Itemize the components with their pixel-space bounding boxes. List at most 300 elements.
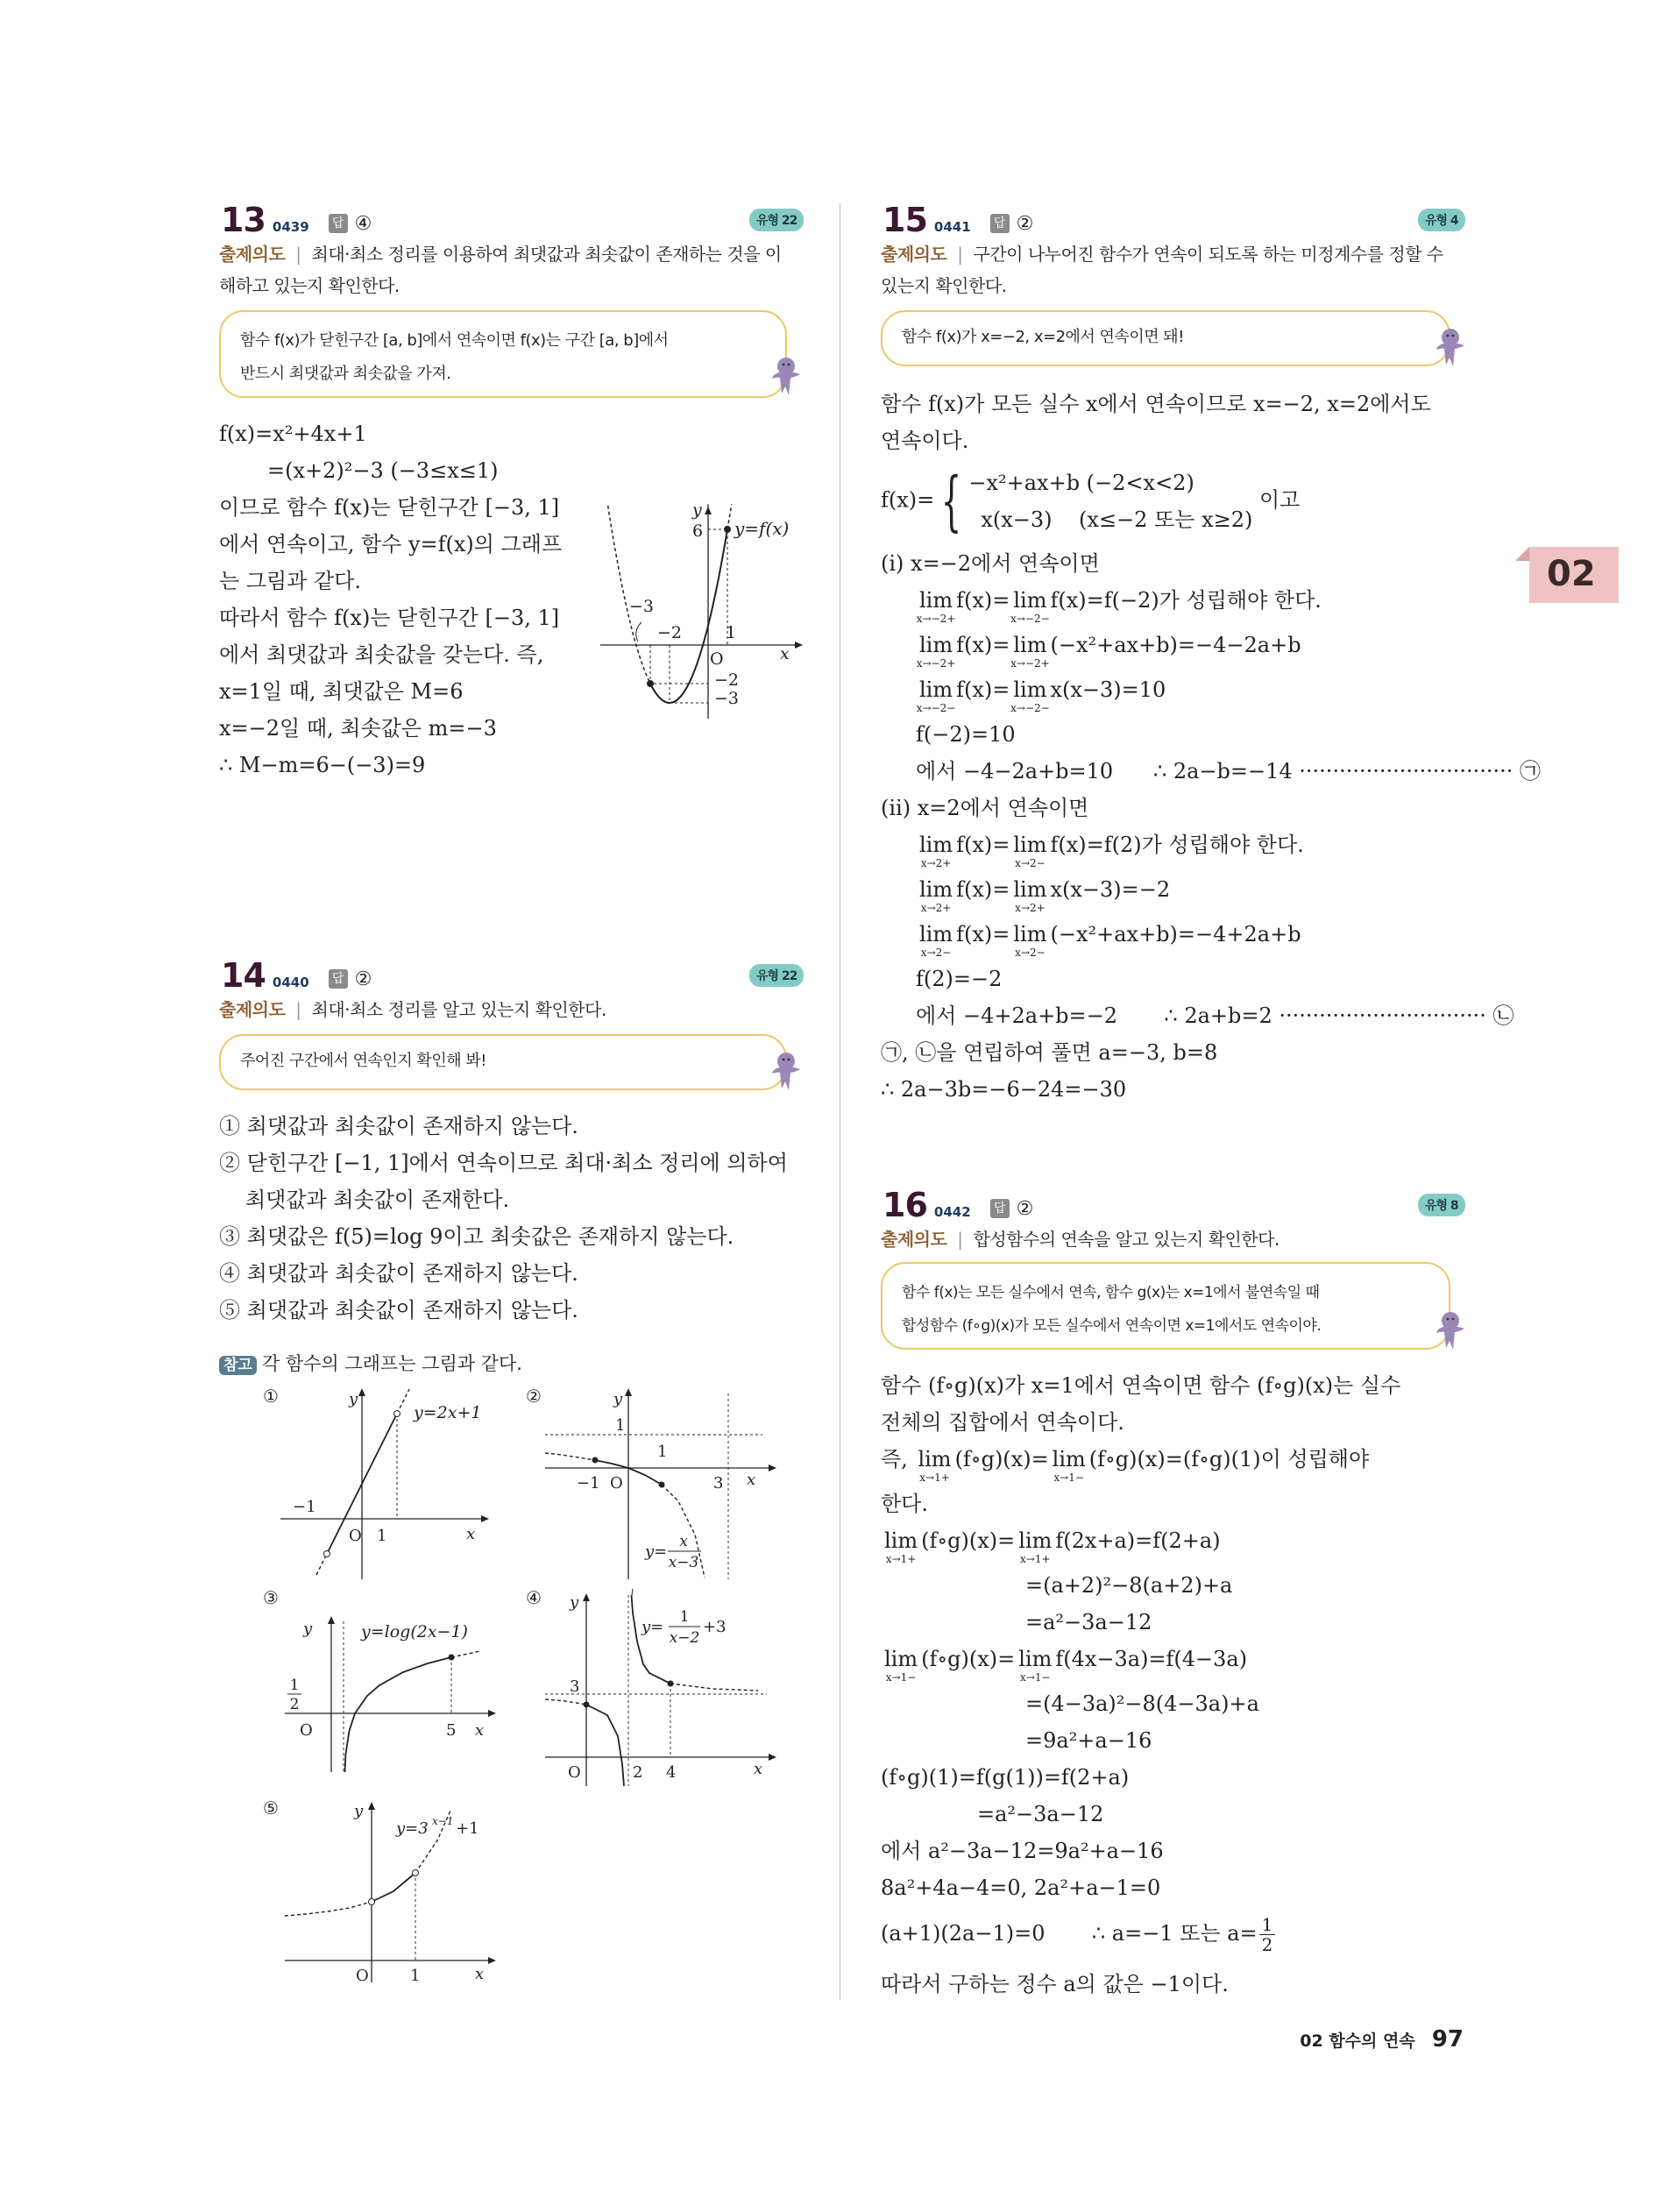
right-branch-dashed (670, 1684, 758, 1691)
x-axis-label: x (780, 644, 790, 663)
solution-line (881, 716, 1541, 753)
end-point (449, 1655, 455, 1661)
solution-16 (881, 1367, 1400, 2003)
type-badge: 유형 4 (1418, 209, 1465, 231)
math-text: 는 그림과 같다. (219, 569, 361, 593)
solution-line (881, 1522, 1400, 1567)
hint-text: 함수 f(x)가 닫힌구간 [a, b]에서 연속이면 f(x)는 구간 [a, b]에서 (240, 331, 669, 350)
limit-word: lim (919, 922, 953, 947)
solution-line (881, 1759, 1400, 1796)
math-text: 함수 f(x)가 모든 실수 x에서 연속이므로 x=−2, x=2에서도 (881, 392, 1431, 416)
origin-label: O (610, 1474, 623, 1493)
graph-number: ⑤ (263, 1797, 279, 1819)
solution-line (219, 563, 562, 599)
curve-label-exponent: x−1 (432, 1815, 454, 1827)
left-branch-dashed (545, 1699, 586, 1705)
solution-line (219, 673, 562, 710)
math-text: f(x)= (956, 677, 1010, 702)
math-text: 최댓값과 최솟값이 존재한다. (245, 1188, 510, 1212)
limit-word: lim (1013, 833, 1047, 857)
curve-label: y=2x+1 (414, 1403, 482, 1422)
hint-text: 반드시 최댓값과 최솟값을 가져. (240, 365, 451, 383)
answer-value: ② (1016, 213, 1034, 235)
solution-line (881, 1367, 1400, 1404)
tick-label: −1 (577, 1474, 600, 1493)
curve-label: y=f(x) (734, 518, 790, 539)
y-axis-label: y (354, 1802, 364, 1820)
case-row: x(x−3) (x≤−2 또는 x≥2) (981, 507, 1253, 532)
limit-word: lim (919, 633, 953, 657)
limit-expression (918, 1447, 952, 1484)
math-text: 함수 (f∘g)(x)가 x=1에서 연속이면 함수 (f∘g)(x)는 실수 (881, 1373, 1401, 1398)
solution-line (881, 1685, 1400, 1722)
answer-icon: 답 (329, 969, 348, 989)
math-text: f(x)= (881, 487, 935, 513)
limit-expression (919, 833, 953, 869)
limit-word: lim (919, 677, 953, 702)
math-text: 따라서 구하는 정수 a의 값은 −1이다. (881, 1972, 1229, 1996)
solution-line (881, 1722, 1400, 1759)
graph-4 (526, 1586, 780, 1788)
limit-word: lim (884, 1528, 918, 1553)
log-curve-solid (345, 1657, 452, 1772)
limit-expression (916, 677, 956, 714)
y-axis-label: y (349, 1390, 358, 1408)
problem-intent (219, 994, 806, 1025)
tick-label: −2 (714, 670, 740, 690)
limit-expression (1013, 877, 1047, 914)
solution-line (219, 747, 562, 783)
limit-word: lim (1018, 1647, 1053, 1671)
math-text: 에서 −4+2a+b=−2 ∴ 2a+b=2 ······························· ㉡ (916, 1003, 1514, 1028)
math-text: (f∘g)(x)= (921, 1647, 1016, 1671)
solution-line (881, 1915, 1400, 1966)
solution-line (881, 386, 1541, 422)
solution-line (881, 1567, 1400, 1604)
limit-subscript: x→2− (1015, 857, 1046, 869)
solution-line (881, 790, 1541, 826)
math-text: ④ 최댓값과 최솟값이 존재하지 않는다. (219, 1261, 578, 1286)
intent-separator: | (957, 244, 963, 265)
math-text: (ⅱ) x=2에서 연속이면 (881, 796, 1089, 820)
y-axis-label: y (570, 1593, 579, 1612)
tick-label: 1 (377, 1527, 387, 1545)
problem-number: 14 (221, 956, 266, 995)
solution-line (881, 916, 1541, 961)
math-text: =(a+2)²−8(a+2)+a (1025, 1573, 1233, 1598)
limit-subscript: x→1+ (1020, 1553, 1051, 1565)
math-text: ① 최댓값과 최솟값이 존재하지 않는다. (219, 1114, 578, 1138)
limit-subscript: x→1− (885, 1671, 917, 1684)
page-footer (1297, 2026, 1464, 2053)
graph-number: ③ (263, 1587, 279, 1608)
curve-dashed-left (545, 1453, 595, 1460)
chapter-side-tab (1529, 547, 1619, 603)
limit-subscript: x→1+ (885, 1553, 917, 1565)
limit-expression (919, 877, 953, 914)
math-text: f(x)= (956, 922, 1010, 947)
math-text: 즉, (881, 1447, 915, 1471)
math-text: 8a²+4a−4=0, 2a²+a−1=0 (881, 1875, 1161, 1900)
math-text: 에서 a²−3a−12=9a²+a−16 (881, 1839, 1164, 1863)
parabola-dashed-left (608, 506, 650, 684)
y-axis-label: y (692, 500, 702, 520)
math-text: x=1일 때, 최댓값은 M=6 (219, 679, 464, 704)
limit-subscript: x→1− (1053, 1471, 1084, 1484)
math-text: f(2x+a)=f(2+a) (1055, 1528, 1221, 1553)
graph-5 (263, 1797, 500, 1985)
solution-line (881, 1604, 1400, 1641)
math-text: 한다. (881, 1492, 928, 1516)
tick-label: 1 (615, 1416, 626, 1435)
reference-badge: 참고 (219, 1356, 257, 1375)
hint-text: 함수 f(x)가 x=−2, x=2에서 연속이면 돼! (902, 328, 1184, 346)
limit-expression (916, 588, 956, 625)
intent-text: 최대·최소 정리를 알고 있는지 확인한다. (311, 999, 606, 1020)
curve-dashed-left (285, 1902, 372, 1916)
origin-label: O (349, 1527, 362, 1545)
limit-subscript: x→2+ (920, 902, 952, 914)
answer-icon: 답 (990, 214, 1010, 233)
intent-text: 해하고 있는지 확인한다. (219, 275, 400, 296)
limit-expression (884, 1647, 918, 1684)
hint-box (219, 310, 787, 398)
curve-label: y= (642, 1618, 664, 1636)
solution-line (881, 1034, 1541, 1071)
end-point (668, 1681, 674, 1687)
graph-2 (526, 1385, 780, 1582)
octopus-mascot-icon (771, 1050, 801, 1094)
numerator: 1 (1259, 1915, 1276, 1935)
solution-line (881, 627, 1541, 671)
solution-line (219, 1181, 788, 1218)
curve-label: y=3 (396, 1819, 429, 1838)
graph-1 (263, 1385, 500, 1582)
answer-value: ② (354, 968, 372, 990)
math-text: (f∘g)(x)=(f∘g)(1)이 성립해야 (1088, 1447, 1370, 1471)
open-point (324, 1551, 330, 1557)
solution-line (881, 422, 1541, 459)
graph-number: ④ (526, 1587, 542, 1608)
hint-text: 주어진 구간에서 연속인지 확인해 봐! (240, 1052, 486, 1070)
tick-label: 3 (713, 1474, 724, 1493)
math-text: x(x−3)=10 (1050, 677, 1166, 702)
math-text: ㉠, ㉡을 연립하여 풀면 a=−3, b=8 (881, 1040, 1218, 1065)
problem-number: 16 (883, 1186, 927, 1224)
limit-expression (1013, 922, 1047, 959)
solution-14 (219, 1108, 788, 1329)
curve-label: y= (645, 1542, 668, 1561)
limit-word: lim (919, 833, 953, 857)
solution-line (219, 415, 562, 452)
open-point (413, 1870, 419, 1876)
hint-box (881, 1262, 1450, 1350)
y-axis-label: y (303, 1620, 313, 1638)
solution-line (881, 871, 1541, 916)
intent-label: 출제의도 (881, 1229, 947, 1250)
problem-13-header (221, 198, 372, 237)
problem-15-header (883, 198, 1033, 237)
solution-line (219, 636, 562, 673)
limit-subscript: x→−2− (1010, 702, 1050, 714)
math-text: f(x)= (956, 588, 1010, 613)
parabola-graph (596, 500, 806, 719)
tick-label: 1 (657, 1443, 668, 1461)
hint-text: 함수 f(x)는 모든 실수에서 연속, 함수 g(x)는 x=1에서 불연속일 때 (902, 1284, 1320, 1301)
limit-word: lim (1013, 677, 1047, 702)
solution-line (881, 753, 1541, 790)
problem-number: 15 (883, 201, 927, 239)
left-end-point (647, 680, 654, 687)
math-text: (−x²+ax+b)=−4+2a+b (1050, 922, 1301, 947)
math-text: ③ 최댓값은 f(5)=log 9이고 최솟값은 존재하지 않는다. (219, 1224, 734, 1249)
math-text: (−x²+ax+b)=−4−2a+b (1050, 633, 1301, 657)
limit-word: lim (1018, 1528, 1053, 1553)
solution-line (881, 1404, 1400, 1441)
tick-label: 3 (570, 1677, 580, 1696)
answer-value: ④ (354, 213, 372, 235)
intent-separator: | (295, 999, 301, 1020)
x-axis-label: x (754, 1760, 763, 1778)
tick-label: 4 (666, 1763, 677, 1782)
right-branch-top (632, 1589, 633, 1595)
math-text: f(x)=x²+4x+1 (219, 422, 367, 446)
limit-subscript: x→−2+ (916, 657, 956, 670)
problem-intent (881, 238, 1468, 301)
graph-number: ① (263, 1386, 279, 1407)
left-branch-solid (586, 1705, 624, 1786)
curve-label-denominator: x−2 (669, 1629, 700, 1647)
problem-intent (881, 1223, 1468, 1255)
problem-14-header (221, 954, 372, 995)
solution-line (881, 1441, 1400, 1485)
solution-line (219, 526, 562, 563)
solution-line (881, 826, 1541, 871)
limit-subscript: x→2− (1015, 947, 1046, 959)
intent-separator: | (957, 1229, 963, 1250)
math-text: =(x+2)²−3 (−3≤x≤1) (267, 458, 499, 483)
math-text: f(4x−3a)=f(4−3a) (1055, 1647, 1248, 1671)
limit-expression (1018, 1647, 1053, 1684)
max-point (724, 526, 731, 533)
end-point (659, 1482, 665, 1488)
limit-subscript: x→2− (920, 947, 952, 959)
limit-expression (1052, 1447, 1086, 1484)
tick-label: −1 (293, 1498, 316, 1516)
origin-label: O (710, 649, 724, 669)
math-text: 에서 연속이고, 함수 y=f(x)의 그래프 (219, 532, 563, 557)
limit-subscript: x→−2+ (916, 613, 956, 625)
intent-text: 있는지 확인한다. (881, 275, 1007, 296)
answer-value: ② (1016, 1198, 1034, 1220)
problem-id: 0442 (933, 1204, 971, 1220)
type-badge: 유형 22 (749, 209, 804, 231)
chapter-tab-label: 02 (1547, 554, 1596, 594)
denominator: 2 (1261, 1934, 1273, 1955)
limit-expression (919, 922, 953, 959)
solution-line (219, 1292, 788, 1329)
solution-line (219, 452, 562, 489)
reference-note (219, 1350, 522, 1376)
limit-subscript: x→1+ (919, 1471, 950, 1484)
problem-number: 13 (221, 201, 266, 239)
graph-number: ② (526, 1386, 542, 1407)
case-row: −x²+ax+b (−2<x<2) (968, 471, 1194, 495)
limit-word: lim (919, 877, 953, 902)
intent-text: 구간이 나누어진 함수가 연속이 되도록 하는 미정계수를 정할 수 (973, 244, 1443, 265)
problem-id: 0441 (933, 219, 971, 235)
tick-label: 1 (410, 1967, 421, 1985)
solution-line (881, 997, 1541, 1034)
solution-15 (881, 386, 1541, 1108)
limit-subscript: x→2+ (1015, 902, 1046, 914)
limit-expression (1010, 633, 1050, 670)
limit-subscript: x→1− (1020, 1671, 1051, 1684)
pointer-arrow (636, 622, 642, 642)
curve-label-constant: +1 (456, 1819, 479, 1838)
y-axis-label: y (613, 1390, 623, 1408)
brace: { (941, 464, 962, 539)
limit-word: lim (918, 1447, 952, 1471)
limit-word: lim (1013, 922, 1047, 947)
problem-intent (219, 238, 806, 301)
limit-subscript: x→2+ (920, 857, 952, 869)
x-axis-label: x (475, 1965, 485, 1983)
curve-solid (372, 1873, 415, 1902)
math-text: (f∘g)(1)=f(g(1))=f(2+a) (881, 1765, 1130, 1790)
solution-line (881, 671, 1541, 716)
math-text: f(x)=f(2)가 성립해야 한다. (1050, 833, 1304, 857)
fraction (1259, 1915, 1276, 1954)
solution-line (881, 1966, 1400, 2003)
limit-expression (1018, 1528, 1053, 1565)
math-text: (f∘g)(x)= (921, 1528, 1016, 1553)
limit-expression (1010, 588, 1050, 625)
math-text: 이고 (1252, 487, 1301, 513)
limit-expression (1010, 677, 1050, 714)
solution-line (881, 1869, 1400, 1906)
intent-text: 합성함수의 연속을 알고 있는지 확인한다. (973, 1229, 1279, 1250)
math-text: =a²−3a−12 (977, 1802, 1104, 1826)
solution-line (219, 489, 562, 526)
curve-label-constant: +3 (703, 1618, 727, 1636)
right-branch-solid (632, 1595, 671, 1684)
tick-numerator: 1 (289, 1677, 300, 1694)
limit-expression (916, 633, 956, 670)
axis-arrows (625, 1388, 776, 1471)
math-text: f(x)= (956, 877, 1010, 902)
limit-word: lim (1013, 633, 1047, 657)
parabola-dashed-right (727, 504, 732, 529)
tick-label: 5 (446, 1721, 457, 1740)
open-point (394, 1411, 401, 1417)
problem-16-header (883, 1183, 1033, 1222)
math-text: 전체의 집합에서 연속이다. (881, 1410, 1124, 1435)
limit-expression (884, 1528, 918, 1565)
limit-word: lim (884, 1647, 918, 1671)
math-text: f(x)=f(−2)가 성립해야 한다. (1050, 588, 1322, 613)
log-curve-dashed (451, 1651, 480, 1657)
math-text: (a+1)(2a−1)=0 ∴ a=−1 또는 a= (881, 1921, 1258, 1946)
octopus-mascot-icon (1435, 1309, 1465, 1353)
answer-icon: 답 (990, 1199, 1010, 1218)
octopus-mascot-icon (1435, 326, 1465, 370)
math-text: =9a²+a−16 (1025, 1728, 1152, 1753)
math-text: (ⅰ) x=−2에서 연속이면 (881, 551, 1100, 576)
solution-line (881, 545, 1541, 582)
math-text: f(2)=−2 (916, 967, 1003, 991)
guide-left-end (650, 645, 708, 684)
solution-line (881, 582, 1541, 627)
open-point (369, 1899, 375, 1905)
tick-label: −3 (714, 689, 740, 708)
hint-text: 합성함수 (f∘g)(x)가 모든 실수에서 연속이면 x=1에서도 연속이야. (902, 1317, 1322, 1335)
solution-line (881, 1833, 1400, 1869)
math-text: =a²−3a−12 (1025, 1610, 1152, 1634)
math-text: ∴ M−m=6−(−3)=9 (219, 753, 426, 777)
limit-word: lim (919, 588, 953, 613)
solution-13 (219, 415, 562, 783)
guide-min (670, 645, 708, 703)
tick-label: −2 (657, 623, 683, 642)
math-text: f(−2)=10 (916, 722, 1016, 747)
origin-label: O (300, 1721, 313, 1740)
limit-word: lim (1013, 588, 1047, 613)
math-text: 이므로 함수 f(x)는 닫힌구간 [−3, 1] (219, 495, 560, 520)
tick-label: 2 (633, 1763, 643, 1782)
solution-line (219, 1255, 788, 1292)
solution-line (219, 1218, 788, 1255)
piecewise-cases (934, 464, 1252, 538)
reference-text: 각 함수의 그래프는 그림과 같다. (261, 1353, 522, 1374)
intent-label: 출제의도 (881, 244, 947, 265)
solution-line (881, 1796, 1400, 1833)
limit-subscript: x→−2− (916, 702, 956, 714)
math-text: 연속이다. (881, 429, 969, 453)
tick-label: −3 (629, 597, 655, 616)
math-text: 따라서 함수 f(x)는 닫힌구간 [−3, 1] (219, 606, 560, 630)
curve-label-denominator: x−3 (668, 1554, 699, 1571)
math-text: 에서 최댓값과 최솟값을 갖는다. 즉, (219, 642, 544, 667)
solution-line (219, 599, 562, 636)
intent-separator: | (295, 244, 301, 265)
math-text: ② 닫힌구간 [−1, 1]에서 연속이므로 최대·최소 정리에 의하여 (219, 1151, 788, 1175)
problem-id: 0440 (272, 975, 309, 990)
tick-label: 1 (726, 623, 737, 642)
graph-3 (263, 1586, 500, 1775)
problem-id: 0439 (272, 219, 309, 235)
hint-box (881, 310, 1450, 366)
math-text: ⑤ 최댓값과 최솟값이 존재하지 않는다. (219, 1298, 578, 1322)
footer-chapter: 02 함수의 연속 (1300, 2031, 1415, 2051)
end-point (592, 1457, 599, 1464)
solution-line (881, 1641, 1400, 1685)
end-point (584, 1702, 590, 1708)
answer-icon: 답 (329, 214, 348, 233)
solution-line (219, 710, 562, 747)
intent-label: 출제의도 (219, 999, 286, 1020)
limit-word: lim (1052, 1447, 1086, 1471)
intent-label: 출제의도 (219, 244, 286, 265)
origin-label: O (356, 1967, 369, 1985)
page-number: 97 (1431, 2026, 1464, 2053)
limit-subscript: x→−2+ (1010, 657, 1050, 670)
x-axis-label: x (466, 1525, 476, 1543)
intent-text: 최대·최소 정리를 이용하여 최댓값과 최솟값이 존재하는 것을 이 (311, 244, 782, 265)
math-text: f(x)= (956, 833, 1010, 857)
type-badge: 유형 22 (749, 964, 804, 987)
solution-line (881, 464, 1541, 545)
